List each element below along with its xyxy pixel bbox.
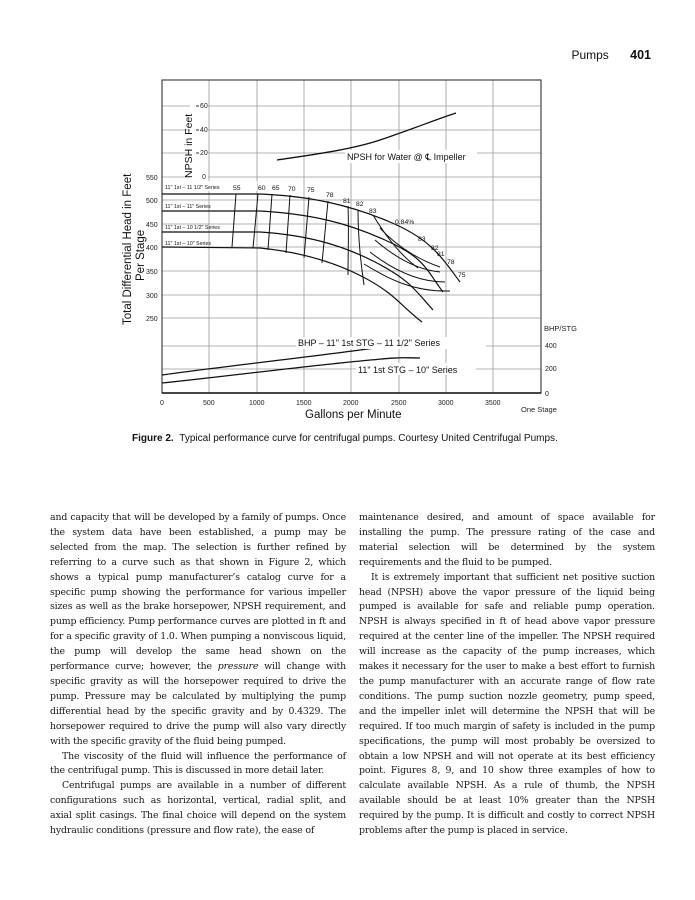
head-tick: 500 xyxy=(146,198,158,205)
x-tick: 0 xyxy=(160,400,164,407)
x-tick: 1500 xyxy=(296,400,312,407)
series-labels xyxy=(164,181,257,247)
npsh-axis-title: NPSH in Feet xyxy=(183,113,195,178)
x-axis xyxy=(160,400,501,421)
npsh-curve-label: NPSH for Water @ ℄ Impeller xyxy=(347,152,466,162)
x-tick: 500 xyxy=(203,400,215,407)
figure-caption xyxy=(132,433,558,444)
bhp-tick: 200 xyxy=(545,366,557,373)
head-tick: 300 xyxy=(146,293,158,300)
figure-caption-label: Figure 2. xyxy=(132,433,174,444)
body-column-left xyxy=(50,511,346,839)
series-label: 11" 1st – 11 1/2" Series xyxy=(165,185,220,191)
eff-label: 60 xyxy=(258,185,266,192)
head-tick: 250 xyxy=(146,316,158,323)
head-curves xyxy=(162,194,460,322)
series-label: 11" 1st – 10 1/2" Series xyxy=(165,225,220,231)
eff-label: 83 xyxy=(369,208,377,215)
head-axis xyxy=(122,173,158,325)
paragraph xyxy=(50,511,346,750)
bhp-tick: 0 xyxy=(545,391,549,398)
page-number: 401 xyxy=(630,48,651,62)
bhp-tick: 400 xyxy=(545,343,557,350)
x-tick: 3500 xyxy=(485,400,501,407)
emphasis-text: pressure xyxy=(217,661,259,673)
eff-label: 82 xyxy=(356,201,364,208)
x-tick: 2000 xyxy=(343,400,359,407)
eff-label: 83 xyxy=(418,236,426,243)
eff-label: 82 xyxy=(431,245,439,252)
head-tick: 450 xyxy=(146,222,158,229)
eff-label: 75 xyxy=(458,272,466,279)
eff-label: 81 xyxy=(343,198,351,205)
series-label: 11" 1st – 11" Series xyxy=(165,204,211,210)
npsh-tick: 20 xyxy=(200,150,208,157)
eff-peak-label: 0.84% xyxy=(395,219,415,226)
paragraph-text: and capacity that will be developed by a family of pumps. Once the system data have been established, a pump may be selected from the map. The selection is further refined by referring to a curve such as that shown in Figure 2, which shows a typical pump manufacturer’s catalog curve for a specific pump showing the performance for various impeller sizes as well as the brake horsepower, NPSH requirement, and pump efficiency. Pump performance curves are plotted in ft and for a specific gravity of 1.0. When pumping a nonviscous liquid, the pump will develop the same head shown on the performance curve; however, the xyxy=(50,512,346,673)
x-tick: 3000 xyxy=(438,400,454,407)
head-tick: 350 xyxy=(146,269,158,276)
npsh-tick: 40 xyxy=(200,127,208,134)
bhp-axis-title: BHP/STG xyxy=(544,324,577,333)
npsh-tick: 0 xyxy=(202,174,206,181)
eff-label: 70 xyxy=(288,186,296,193)
x-axis-title: Gallons per Minute xyxy=(305,409,402,421)
head-axis-title-2: Per Stage xyxy=(135,229,147,281)
body-column-right xyxy=(359,511,655,839)
section-title: Pumps xyxy=(571,48,609,62)
eff-label: 78 xyxy=(447,259,455,266)
series-label: 11" 1st – 10" Series xyxy=(165,241,212,247)
npsh-axis xyxy=(183,101,208,181)
head-tick: 400 xyxy=(146,245,158,252)
bhp-curve-label: BHP – 11" 1st STG – 11 1/2" Series xyxy=(298,338,440,348)
eff-label: 65 xyxy=(272,185,280,192)
x-tick: 2500 xyxy=(391,400,407,407)
eff-label: 55 xyxy=(233,185,241,192)
paragraph: maintenance desired, and amount of space available for installing the pump. The pressure rating of the case and material selection will be determined by the system requirements and the fluid to be pumped. xyxy=(359,512,655,568)
bhp-curve-label: 11" 1st STG – 10" Series xyxy=(358,365,458,375)
head-tick: 550 xyxy=(146,175,158,182)
pump-performance-chart xyxy=(0,0,695,430)
figure-caption-text: Typical performance curve for centrifugal pumps. Courtesy United Centrifugal Pumps. xyxy=(179,433,558,444)
head-axis-title: Total Differential Head in Feet xyxy=(122,173,134,325)
x-tick: 1000 xyxy=(249,400,265,407)
npsh-tick: 60 xyxy=(200,103,208,110)
paragraph: The viscosity of the fluid will influence the performance of the centrifugal pump. This is discussed in more detail later. xyxy=(50,750,346,777)
eff-label: 78 xyxy=(326,192,334,199)
paragraph-text: will change with specific gravity as will the horsepower required to drive the pump. Pressure may be calculated by multiplying the pump differential head by the specific gravity and by 0.4329. The horsepower required to drive the pump will also vary directly with the specific gravity of the fluid being pumped. xyxy=(50,661,346,747)
one-stage-label: One Stage xyxy=(521,405,557,414)
paragraph: It is extremely important that sufficient net positive suction head (NPSH) above the vapor pressure of the liquid being pumped is available for safe and reliable pump operation. NPSH is always specified in ft of head above vapor pressure required at the center line of the impeller. The NPSH required will increase as the capacity of the pump increases, which makes it necessary for the user to make a best effort to furnish the pump manufacturer with an accurate range of flow rate conditions. The pump suction nozzle geometry, pump speed, and the impeller inlet will determine the NPSH that will be required. If too much margin of safety is included in the pump specifications, the pump will most probably be oversized to obtain a low NPSH and will not operate at its best efficiency point. Figures 8, 9, and 10 show three examples of how to calculate available NPSH. As a rule of thumb, the NPSH available should be at least 10% greater than the NPSH required by the pump. It is difficult and costly to correct NPSH problems after the pump is placed in service. xyxy=(359,571,655,837)
eff-label: 75 xyxy=(307,187,315,194)
paragraph: Centrifugal pumps are available in a number of different configurations such as horizontal, vertical, radial split, and axial split casings. The final choice will depend on the system hydraulic conditions (pressure and flow rate), the ease of xyxy=(50,780,346,837)
eff-label: 81 xyxy=(437,251,445,258)
